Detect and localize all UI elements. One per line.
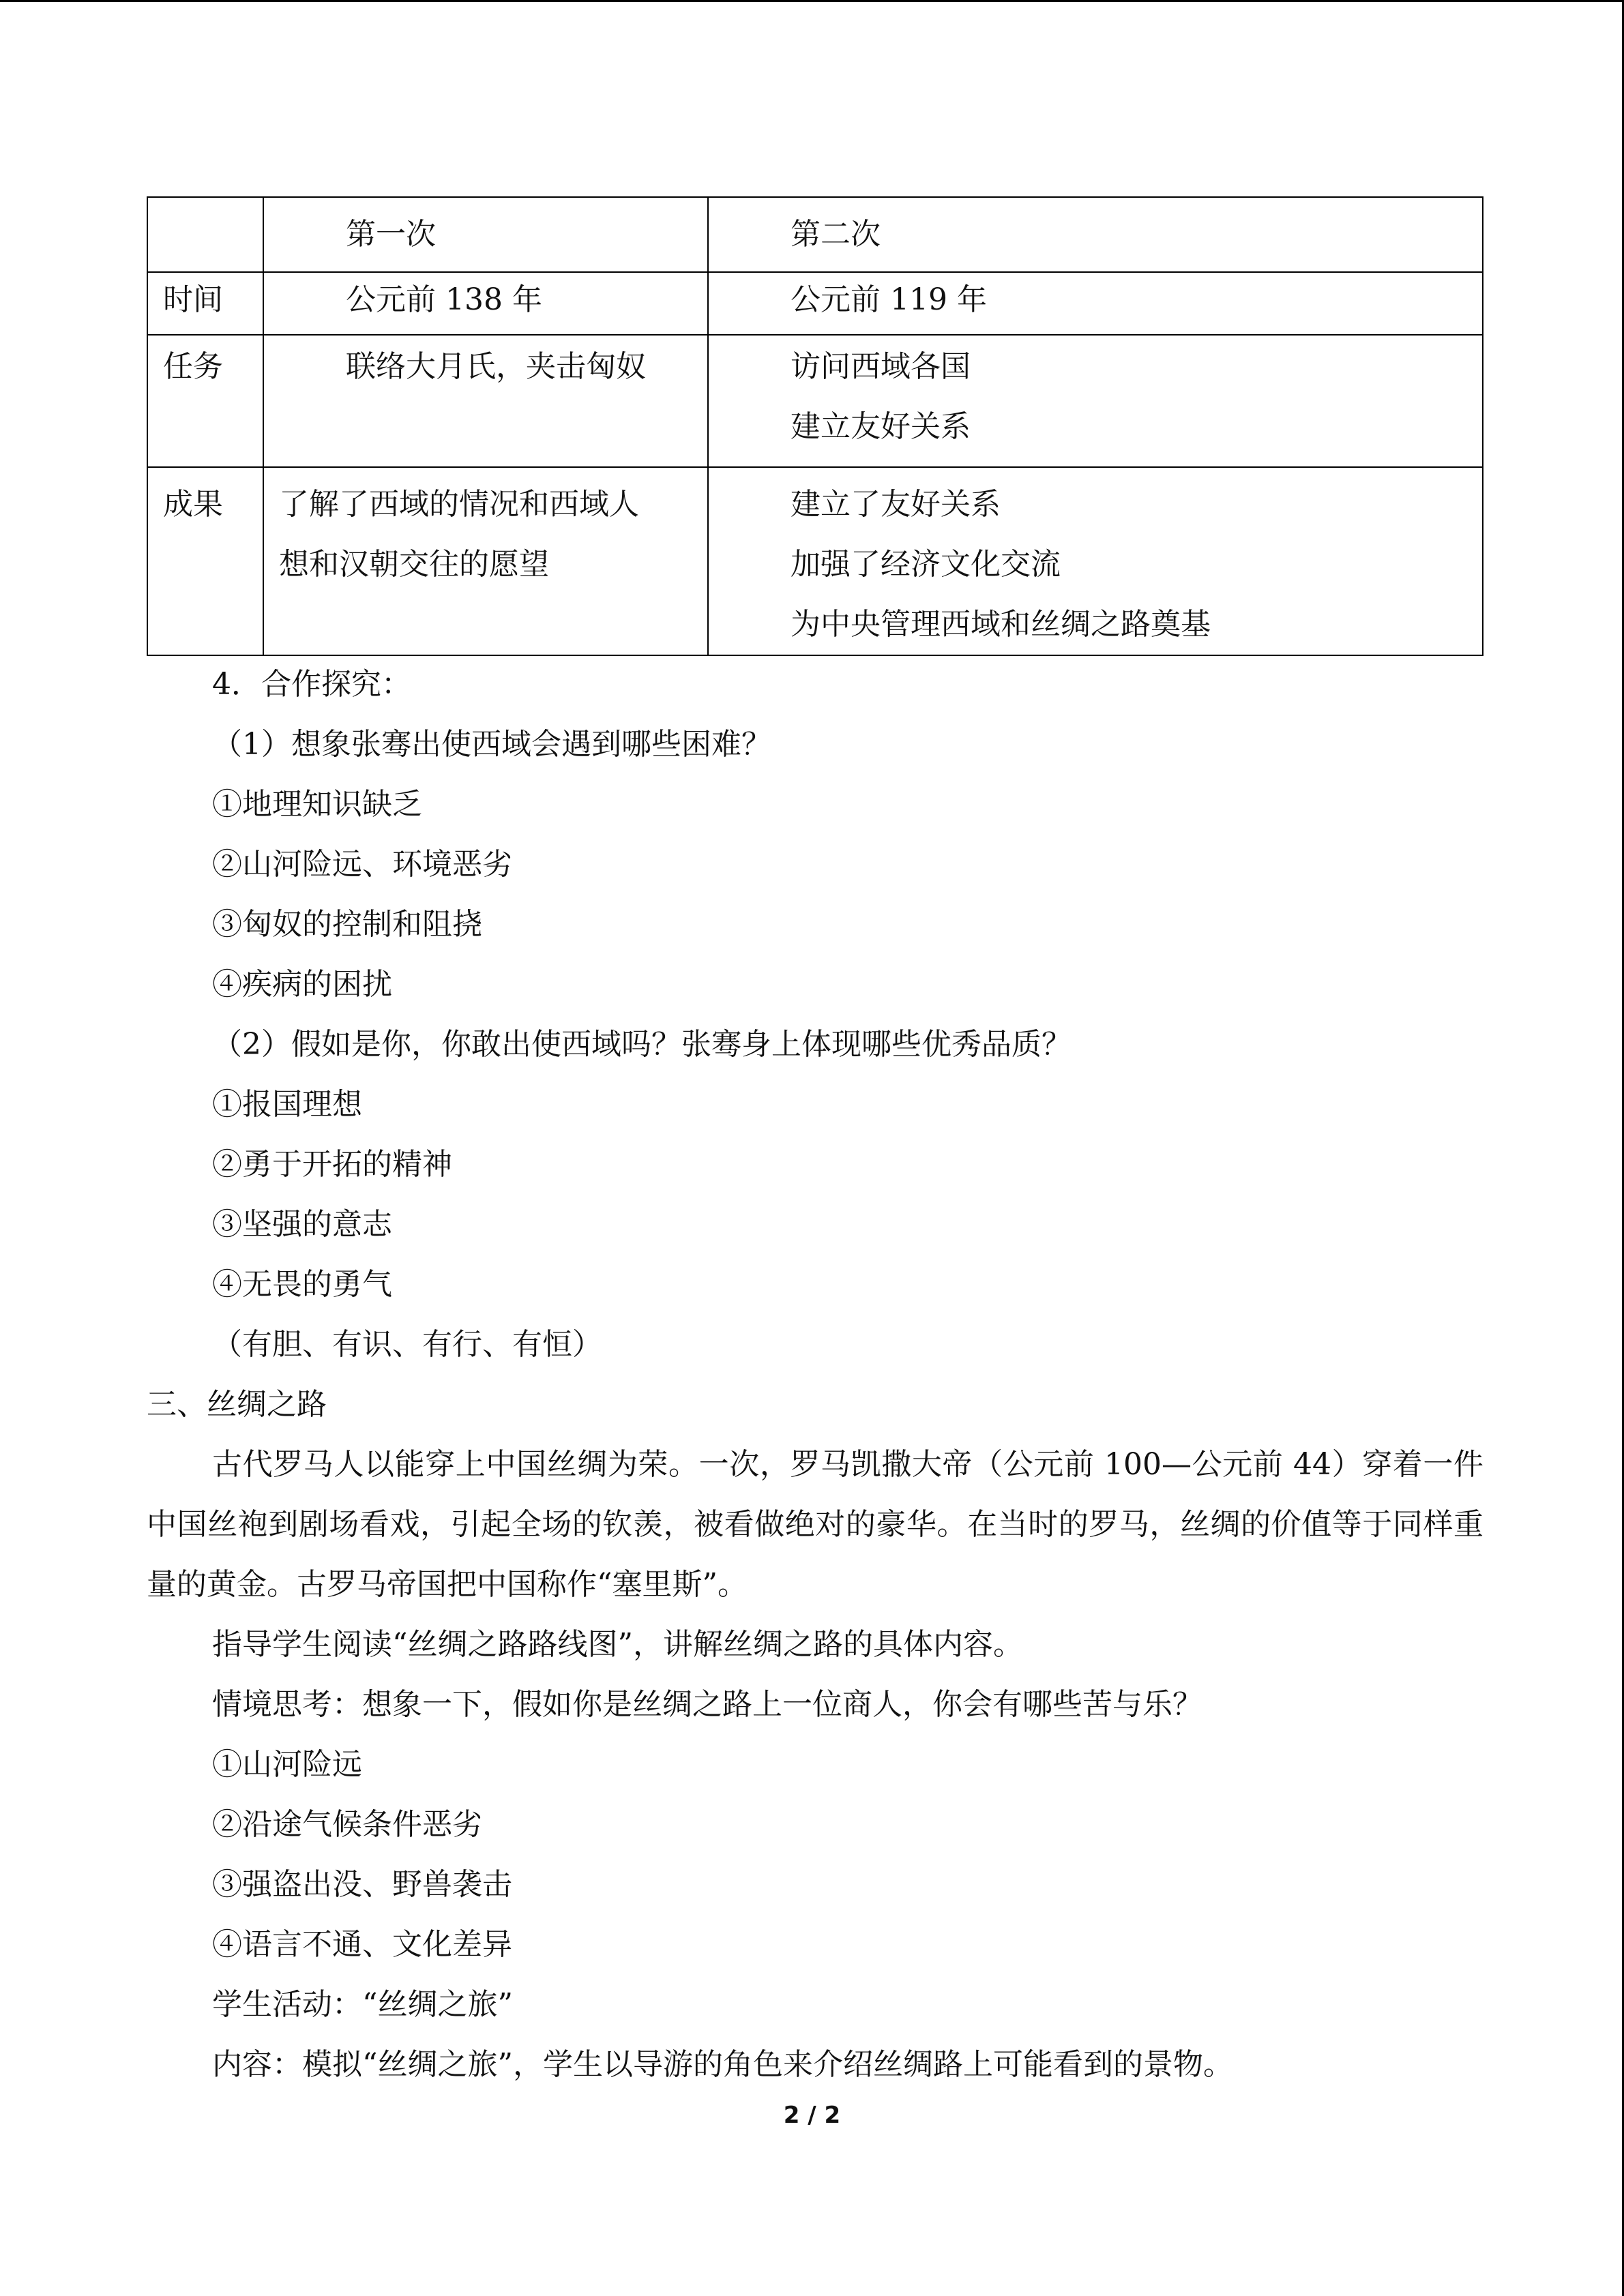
result-second	[708, 467, 1483, 655]
task-second-line: 建立友好关系	[791, 409, 971, 444]
result-second-line: 为中央管理西域和丝绸之路奠基	[791, 607, 1211, 642]
answer-item: ④语言不通、文化差异	[212, 1927, 512, 1962]
row-label-result: 成果	[147, 467, 263, 655]
task-first-line: 联络大月氏，夹击匈奴	[346, 349, 646, 384]
roman-silk-paragraph: 古代罗马人以能穿上中国丝绸为荣。一次，罗马凯撒大帝（公元前 100—公元前 44）穿着一件中国丝袍到剧场看戏，引起全场的钦羡，被看做绝对的豪华。在当时的罗马，丝绸的价值等于同样重量的黄金。古罗马帝国把中国称作“塞里斯”。	[147, 1447, 1483, 1602]
table-header-row	[147, 197, 1483, 272]
question-1: （1）想象张骞出使西域会遇到哪些困难？	[212, 727, 771, 762]
q2-summary: （有胆、有识、有行、有恒）	[212, 1327, 602, 1362]
answer-item: ④无畏的勇气	[212, 1267, 392, 1302]
header-first-mission: 第一次	[263, 197, 708, 272]
answer-item: ④疾病的困扰	[212, 967, 392, 1002]
activity-content: 内容：模拟“丝绸之旅”，学生以导游的角色来介绍丝绸路上可能看到的景物。	[212, 2047, 1233, 2082]
answer-item: ③强盗出没、野兽袭击	[212, 1867, 512, 1902]
answer-item: ①地理知识缺乏	[212, 787, 422, 822]
answer-item: ②山河险远、环境恶劣	[212, 847, 512, 882]
student-activity: 学生活动：“丝绸之旅”	[212, 1987, 513, 2022]
task-second	[708, 335, 1483, 467]
guide-text: 指导学生阅读“丝绸之路路线图”，讲解丝绸之路的具体内容。	[212, 1627, 1023, 1662]
answer-item: ②沿途气候条件恶劣	[212, 1807, 482, 1842]
row-label-task: 任务	[147, 335, 263, 467]
question-2: （2）假如是你，你敢出使西域吗？张骞身上体现哪些优秀品质？	[212, 1027, 1072, 1062]
section3-heading: 三、丝绸之路	[147, 1387, 327, 1422]
page-top-border	[0, 0, 1624, 2]
answer-item: ①山河险远	[212, 1747, 362, 1782]
task-first	[263, 335, 708, 467]
scenario-question: 情境思考：想象一下，假如你是丝绸之路上一位商人，你会有哪些苦与乐？	[212, 1687, 1202, 1722]
table-row	[147, 467, 1483, 655]
result-first-line: 了解了西域的情况和西域人	[279, 487, 639, 522]
time-first: 公元前 138 年	[263, 272, 708, 335]
document-body	[147, 655, 1483, 2095]
table-corner-cell	[147, 197, 263, 272]
result-first	[263, 467, 708, 655]
answer-item: ①报国理想	[212, 1087, 362, 1122]
section4-title: 4．合作探究：	[212, 667, 411, 702]
answer-item: ③坚强的意志	[212, 1207, 392, 1242]
mission-comparison-table	[147, 196, 1483, 656]
result-first-line: 想和汉朝交往的愿望	[279, 547, 549, 582]
answer-item: ②勇于开拓的精神	[212, 1147, 452, 1182]
result-second-line: 加强了经济文化交流	[791, 547, 1061, 582]
page-number: 2 / 2	[783, 2102, 841, 2129]
time-second: 公元前 119 年	[708, 272, 1483, 335]
table-row	[147, 335, 1483, 467]
result-second-line: 建立了友好关系	[791, 487, 1001, 522]
table-row	[147, 272, 1483, 335]
header-second-mission: 第二次	[708, 197, 1483, 272]
row-label-time: 时间	[147, 272, 263, 335]
answer-item: ③匈奴的控制和阻挠	[212, 907, 482, 942]
task-second-line: 访问西域各国	[791, 349, 971, 384]
